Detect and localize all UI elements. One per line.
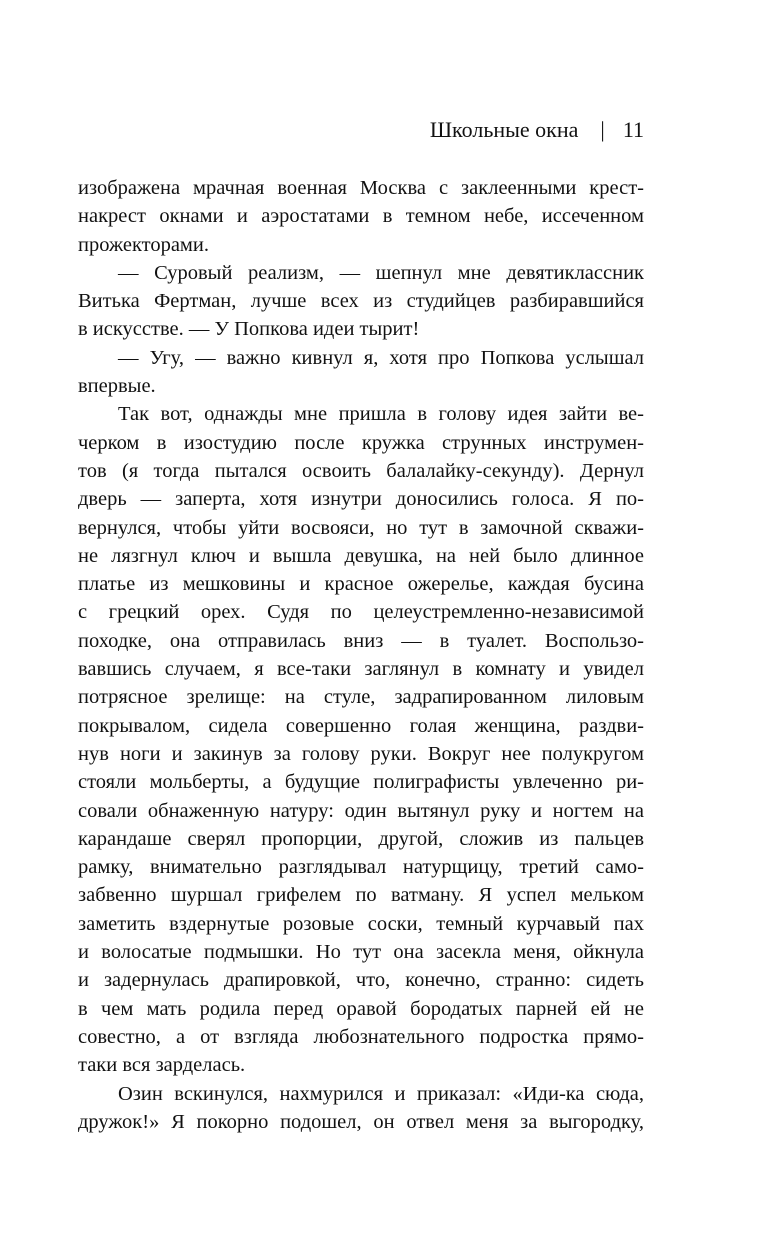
text-line: совали обнаженную натуру: один вытянул руку и ногтем на	[78, 799, 644, 822]
text-line: изображена мрачная военная Москва с заклеенными крест-	[78, 177, 644, 199]
text-line: — Угу, — важно кивнул я, хотя про Попкова услышал	[118, 346, 644, 369]
text-line: и задернулась драпировкой, что, конечно, странно: сидеть	[78, 969, 644, 992]
text-line: не лязгнул ключ и вышла девушка, на ней было длинное	[78, 544, 644, 567]
text-line: рамку, внимательно разглядывал натурщицу, третий само-	[78, 856, 644, 879]
body-text	[78, 174, 644, 1136]
text-line: совестно, а от взгляда любознательного подростка прямо-	[78, 1025, 644, 1048]
text-line: покрывалом, сидела совершенно голая женщина, раздви-	[78, 714, 644, 737]
text-line: потрясное зрелище: на стуле, задрапированном лиловым	[78, 686, 644, 709]
text-line: Так вот, однажды мне пришла в голову идея зайти ве-	[118, 403, 644, 426]
text-line: нув ноги и закинув за голову руки. Вокруг нее полукругом	[78, 742, 644, 765]
text-line: — Суровый реализм, — шепнул мне девятиклассник	[118, 261, 644, 284]
text-line: заметить вздернутые розовые соски, темный курчавый пах	[78, 912, 644, 935]
text-line: в чем мать родила перед оравой бородатых парней ей не	[78, 997, 644, 1020]
text-line: прожекторами.	[78, 233, 209, 256]
text-line: впервые.	[78, 375, 156, 398]
text-line: вернулся, чтобы уйти восвояси, но тут в замочной скважи-	[78, 516, 644, 539]
text-line: карандаше сверял пропорции, другой, сложив из пальцев	[78, 827, 644, 850]
text-line: забвенно шуршал грифелем по ватману. Я успел мельком	[78, 884, 644, 907]
text-line: походке, она отправилась вниз — в туалет. Воспользо-	[78, 629, 644, 652]
text-line: дверь — заперта, хотя изнутри доносились голоса. Я по-	[78, 488, 644, 511]
text-line: черком в изостудию после кружка струнных инструмен-	[78, 431, 644, 454]
header-separator: |	[600, 117, 605, 142]
text-line: накрест окнами и аэростатами в темном небе, иссеченном	[78, 205, 644, 228]
text-line: дружок!» Я покорно подошел, он отвел меня за выгородку,	[78, 1110, 644, 1133]
text-line: стояли мольберты, а будущие полиграфисты увлеченно ри-	[78, 771, 644, 794]
text-line: с грецкий орех. Судя по целеустремленно-независимой	[78, 601, 644, 624]
text-line: таки вся зарделась.	[78, 1054, 246, 1077]
text-line: Витька Фертман, лучше всех из студийцев разбиравшийся	[78, 290, 644, 313]
page-number: 11	[622, 117, 644, 142]
text-line: в искусстве. — У Попкова идеи тырит!	[78, 318, 420, 341]
text-line: Озин вскинулся, нахмурился и приказал: «Иди-ка сюда,	[118, 1082, 644, 1105]
running-head	[78, 117, 644, 143]
text-line: тов (я тогда пытался освоить балалайку-секунду). Дернул	[78, 459, 644, 482]
running-title: Школьные окна	[429, 117, 579, 142]
text-line: вавшись случаем, я все-таки заглянул в комнату и увидел	[78, 658, 644, 681]
text-line: платье из мешковины и красное ожерелье, каждая бусина	[78, 573, 644, 596]
text-line: и волосатые подмышки. Но тут она засекла меня, ойкнула	[78, 941, 644, 964]
